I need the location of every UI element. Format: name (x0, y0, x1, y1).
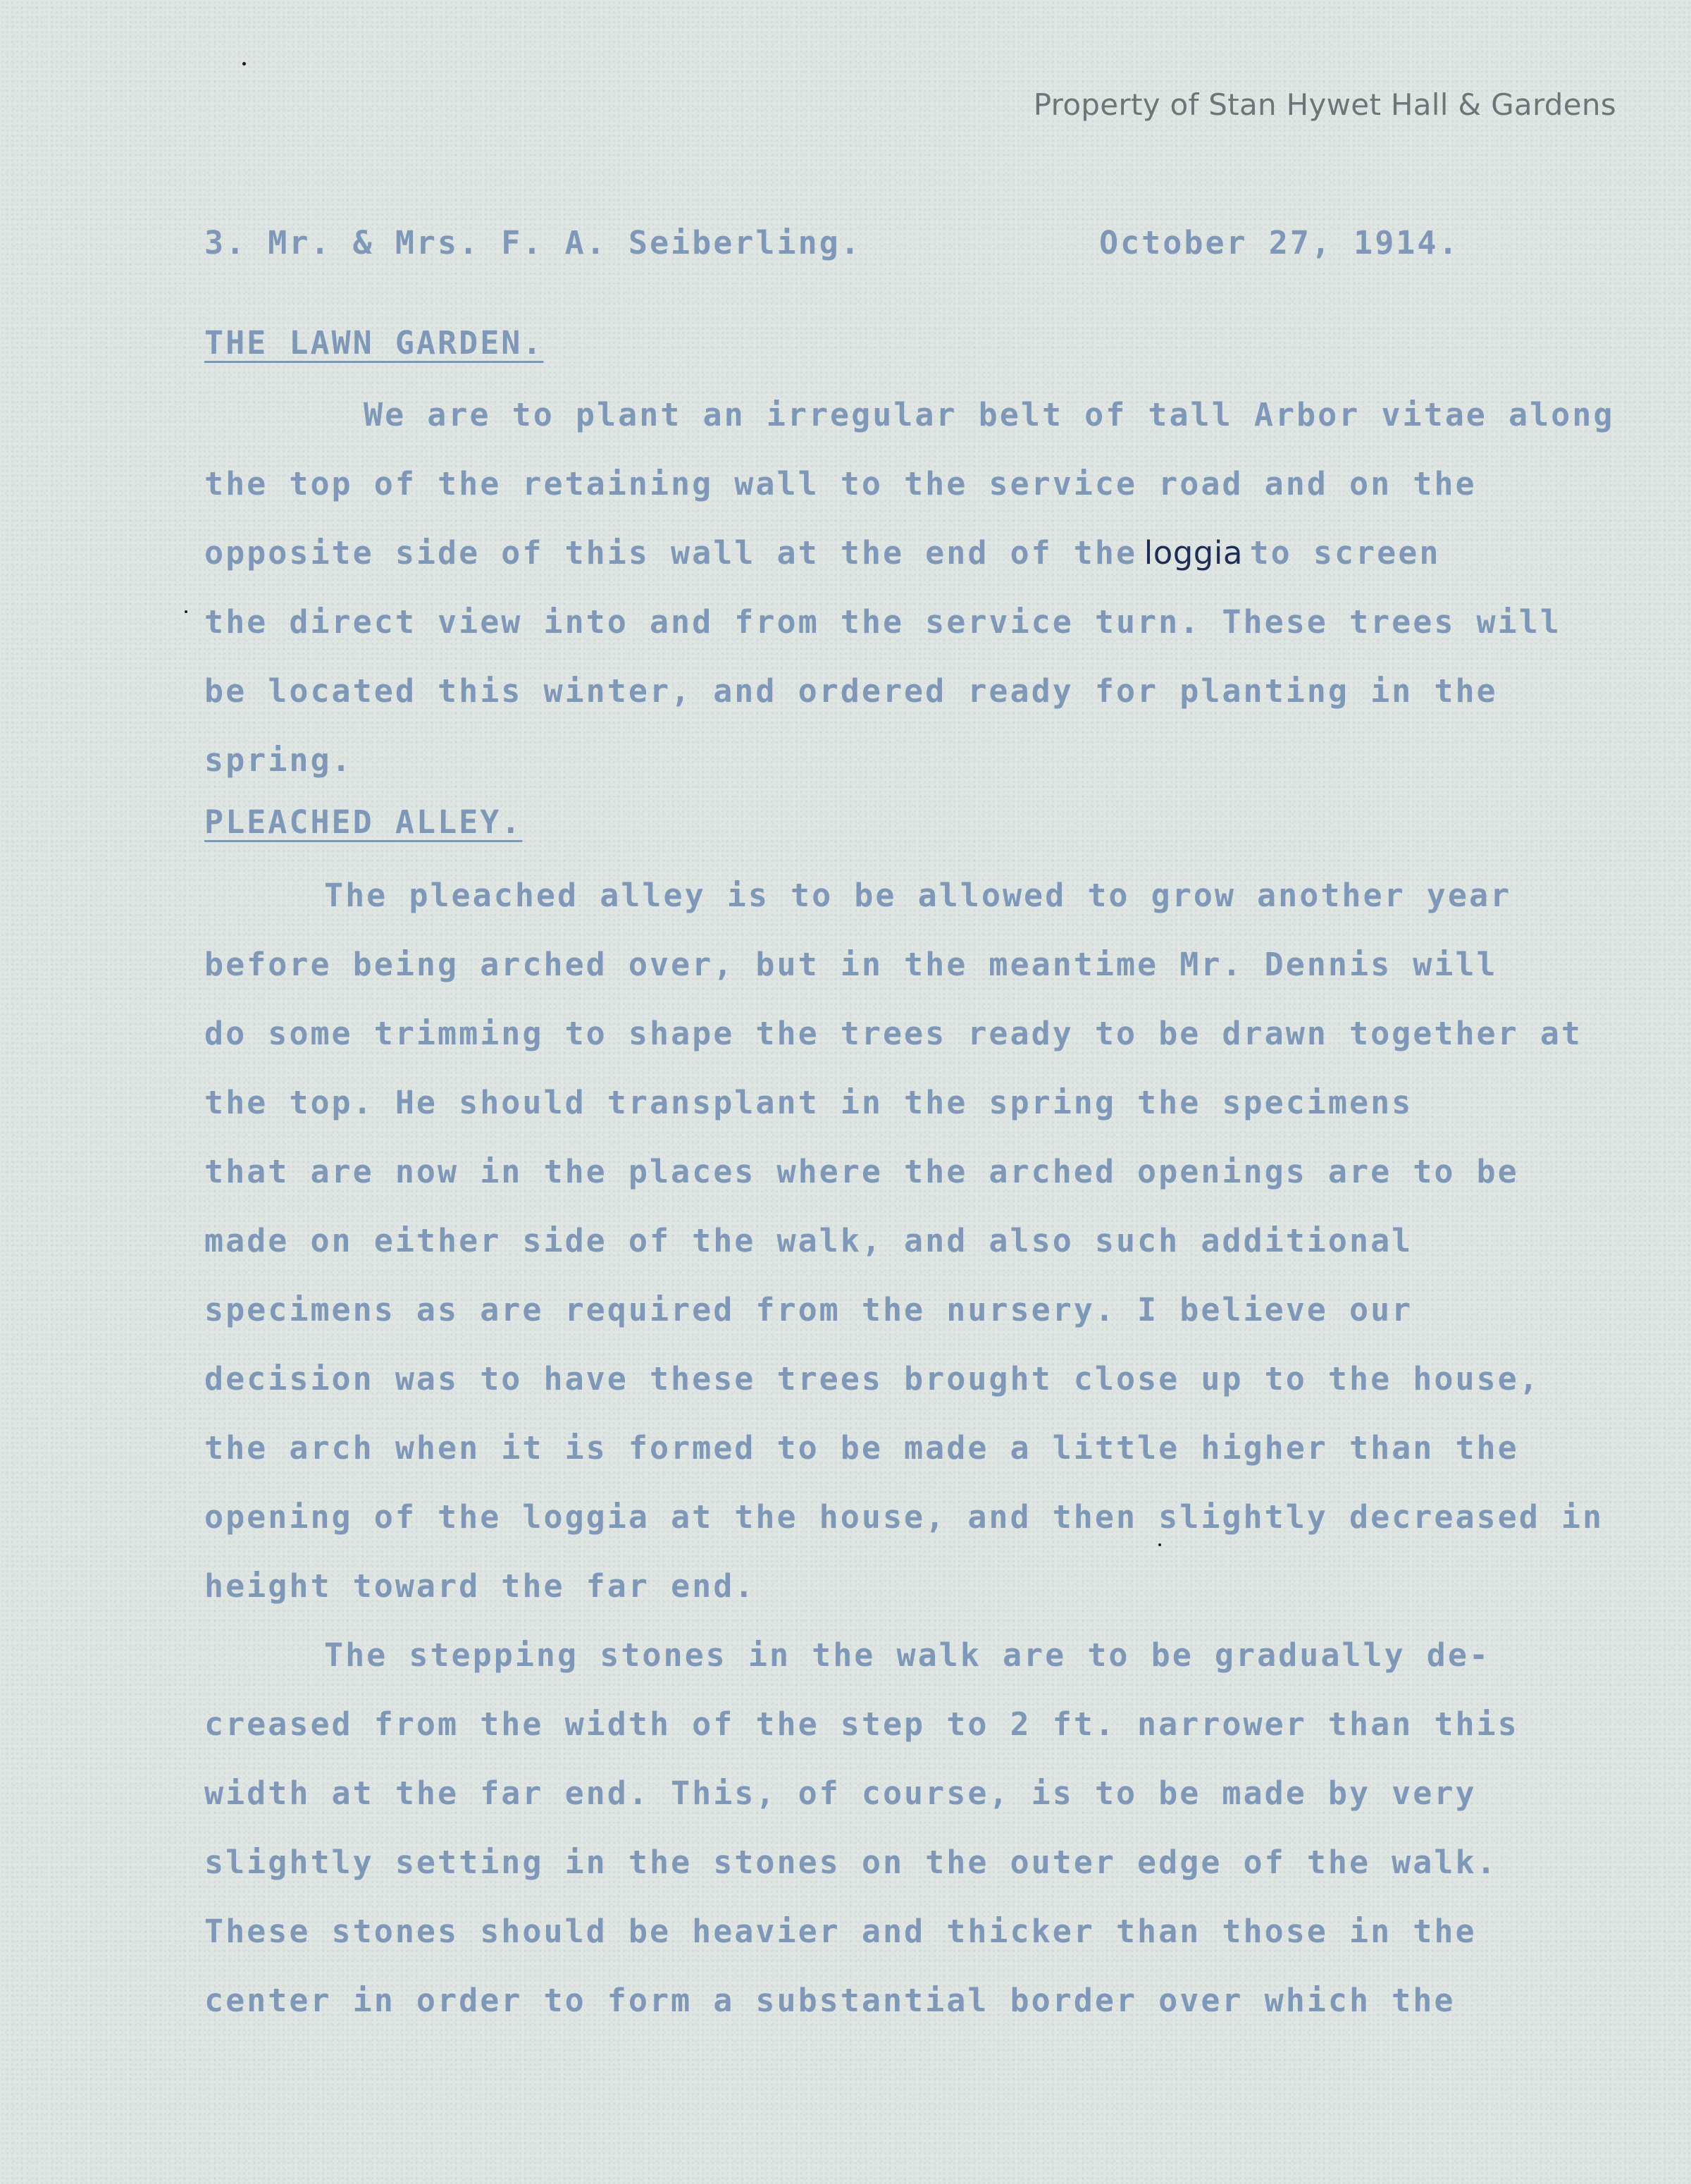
watermark: Property of Stan Hywet Hall & Gardens (1033, 87, 1616, 122)
body-line: The stepping stones in the walk are to be gradually de- (324, 1636, 1491, 1674)
body-line: that are now in the places where the arched openings are to be (204, 1153, 1519, 1190)
body-line: the arch when it is formed to be made a little higher than the (204, 1429, 1519, 1467)
header-addressee: 3. Mr. & Mrs. F. A. Seiberling. (204, 224, 862, 261)
body-line: These stones should be heavier and thicker than those in the (204, 1913, 1477, 1950)
section-heading-lawn-garden: THE LAWN GARDEN. (204, 324, 544, 362)
letter-header (204, 224, 1460, 266)
ink-speck (242, 62, 246, 66)
body-line: specimens as are required from the nursery. I believe our (204, 1291, 1413, 1328)
ink-speck (185, 610, 187, 613)
body-line-part: opposite side of this wall at the end of the (204, 534, 1138, 572)
body-line-part: to screen (1249, 534, 1441, 572)
body-line-loggia (204, 534, 1440, 572)
body-line: before being arched over, but in the meantime Mr. Dennis will (204, 946, 1498, 983)
retyped-word-loggia: loggia (1144, 534, 1243, 572)
body-line: decision was to have these trees brought close up to the house, (204, 1360, 1540, 1398)
body-line: opening of the loggia at the house, and then slightly decreased in (204, 1498, 1604, 1536)
body-line: made on either side of the walk, and also such additional (204, 1222, 1413, 1259)
body-line: center in order to form a substantial border over which the (204, 1982, 1456, 2019)
body-line: The pleached alley is to be allowed to grow another year (324, 877, 1512, 914)
ink-speck (1158, 1543, 1161, 1546)
body-line: height toward the far end. (204, 1567, 756, 1605)
section-heading-pleached-alley: PLEACHED ALLEY. (204, 803, 523, 841)
body-line: creased from the width of the step to 2 ft. narrower than this (204, 1705, 1519, 1743)
body-line: the direct view into and from the service turn. These trees will (204, 603, 1561, 641)
body-line: the top. He should transplant in the spring the specimens (204, 1084, 1413, 1121)
header-date: October 27, 1914. (1099, 224, 1460, 261)
body-line: spring. (204, 741, 353, 779)
body-line: do some trimming to shape the trees ready to be drawn together at (204, 1015, 1582, 1052)
body-line: width at the far end. This, of course, is to be made by very (204, 1775, 1477, 1812)
body-line: We are to plant an irregular belt of tall Arbor vitae along (364, 396, 1615, 433)
body-line: the top of the retaining wall to the service road and on the (204, 465, 1477, 502)
body-line: slightly setting in the stones on the outer edge of the walk. (204, 1844, 1498, 1881)
body-line: be located this winter, and ordered ready for planting in the (204, 672, 1498, 710)
